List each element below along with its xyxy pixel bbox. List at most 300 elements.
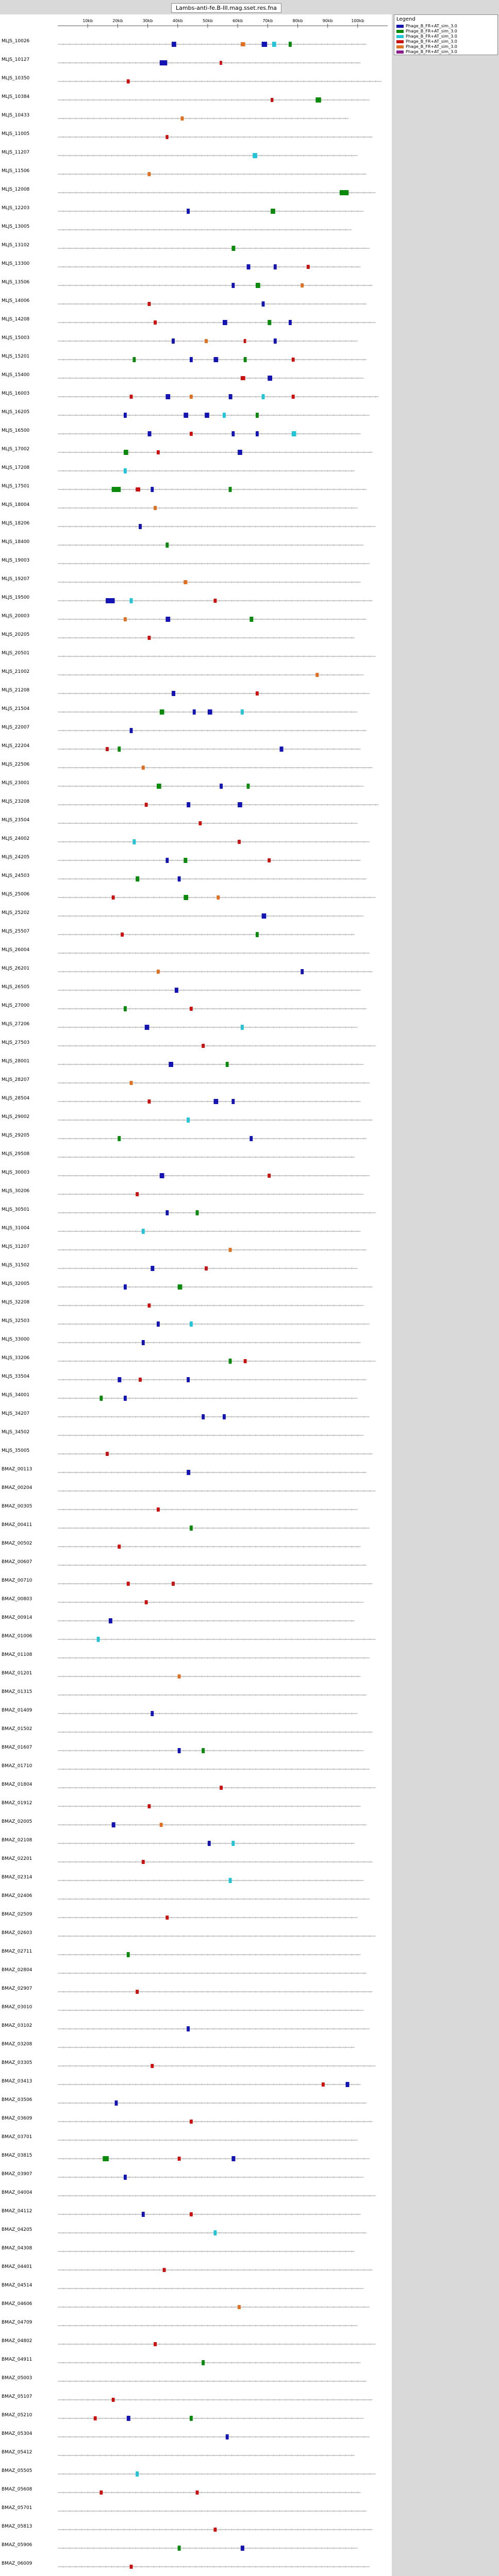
track-name: MLJS_20003 bbox=[2, 614, 30, 619]
gene-feature bbox=[231, 283, 235, 288]
track-name: MLJS_18206 bbox=[2, 521, 30, 526]
track-plot bbox=[0, 165, 392, 183]
track-row bbox=[0, 1185, 392, 1204]
track-name: BMAZ_00411 bbox=[2, 1522, 32, 1528]
x-tick-label: 100kb bbox=[351, 19, 364, 23]
gene-feature bbox=[145, 1025, 149, 1030]
track-plot bbox=[0, 573, 392, 591]
track-name: MLJS_24205 bbox=[2, 855, 30, 860]
gene-feature bbox=[262, 913, 267, 919]
track-plot bbox=[0, 202, 392, 221]
track-name: MLJS_10384 bbox=[2, 94, 30, 99]
gene-feature bbox=[97, 1637, 100, 1642]
track-name: MLJS_24503 bbox=[2, 873, 30, 878]
track-row bbox=[0, 443, 392, 462]
gene-feature bbox=[127, 79, 130, 83]
track-plot bbox=[0, 1445, 392, 1463]
track-name: MLJS_16003 bbox=[2, 391, 30, 396]
track-plot bbox=[0, 313, 392, 332]
track-name: MLJS_16500 bbox=[2, 428, 30, 433]
track-name: MLJS_28504 bbox=[2, 1096, 30, 1101]
track-plot bbox=[0, 109, 392, 128]
track-name: MLJS_15201 bbox=[2, 354, 30, 359]
gene-feature bbox=[112, 487, 121, 492]
track-row bbox=[0, 146, 392, 165]
track-plot bbox=[0, 128, 392, 146]
gene-feature bbox=[112, 895, 115, 900]
track-row bbox=[0, 1204, 392, 1222]
track-name: MLJS_33000 bbox=[2, 1337, 30, 1342]
gene-feature bbox=[109, 1618, 112, 1623]
gene-feature bbox=[244, 357, 247, 362]
track-plot bbox=[0, 1574, 392, 1593]
gene-feature bbox=[274, 338, 277, 344]
track-name: BMAZ_00914 bbox=[2, 1615, 32, 1620]
x-tick-label: 70kb bbox=[262, 19, 273, 23]
gene-feature bbox=[262, 301, 265, 307]
track-plot bbox=[0, 647, 392, 666]
track-name: MLJS_11005 bbox=[2, 131, 30, 137]
gene-feature bbox=[205, 339, 208, 343]
gene-feature bbox=[262, 42, 267, 47]
gene-feature bbox=[202, 1414, 205, 1419]
gene-feature bbox=[253, 153, 257, 158]
track-plot bbox=[0, 1482, 392, 1500]
track-name: MLJS_23001 bbox=[2, 781, 30, 786]
gene-feature bbox=[148, 1303, 151, 1308]
gene-feature bbox=[106, 1452, 109, 1456]
gene-feature bbox=[187, 1377, 190, 1382]
track-name: MLJS_18400 bbox=[2, 539, 30, 545]
track-name: BMAZ_00607 bbox=[2, 1560, 32, 1565]
track-name: MLJS_13506 bbox=[2, 280, 30, 285]
x-tick-label: 20kb bbox=[112, 19, 123, 23]
track-plot bbox=[0, 833, 392, 851]
track-plot bbox=[0, 462, 392, 480]
x-tick-label: 10kb bbox=[82, 19, 93, 23]
track-plot bbox=[0, 332, 392, 350]
track-name: MLJS_22007 bbox=[2, 725, 30, 730]
track-name: MLJS_34001 bbox=[2, 1393, 30, 1398]
gene-feature bbox=[184, 580, 187, 584]
gene-feature bbox=[271, 98, 273, 102]
track-row bbox=[0, 499, 392, 517]
track-plot bbox=[0, 1111, 392, 1129]
gene-feature bbox=[121, 933, 124, 937]
gene-feature bbox=[241, 42, 245, 46]
gene-feature bbox=[223, 1414, 226, 1419]
track-row bbox=[0, 814, 392, 833]
gene-feature bbox=[145, 803, 148, 807]
track-name: BMAZ_01201 bbox=[2, 1671, 32, 1676]
x-tick-label: 40kb bbox=[172, 19, 183, 23]
x-tick-label: 60kb bbox=[232, 19, 243, 23]
gene-feature bbox=[106, 747, 109, 751]
track-name: BMAZ_01006 bbox=[2, 1634, 32, 1639]
gene-feature bbox=[157, 970, 160, 974]
track-plot bbox=[0, 387, 392, 406]
track-row bbox=[0, 1537, 392, 1556]
gene-feature bbox=[165, 543, 169, 548]
track-name: MLJS_28001 bbox=[2, 1059, 30, 1064]
gene-feature bbox=[154, 320, 157, 325]
x-tick-label: 50kb bbox=[202, 19, 213, 23]
x-axis-svg bbox=[0, 14, 392, 35]
track-plot bbox=[0, 758, 392, 777]
gene-feature bbox=[165, 858, 169, 863]
gene-feature bbox=[244, 339, 246, 343]
track-plot bbox=[0, 35, 392, 54]
gene-feature bbox=[229, 1248, 232, 1252]
gene-feature bbox=[172, 691, 175, 696]
track-name: MLJS_17208 bbox=[2, 465, 30, 470]
gene-feature bbox=[148, 302, 151, 306]
gene-feature bbox=[268, 320, 271, 325]
gene-feature bbox=[175, 988, 178, 993]
track-plot bbox=[0, 258, 392, 276]
gene-feature bbox=[315, 97, 321, 103]
track-name: MLJS_27206 bbox=[2, 1022, 30, 1027]
track-row bbox=[0, 1593, 392, 1612]
gene-feature bbox=[157, 450, 160, 454]
track-name: MLJS_30206 bbox=[2, 1189, 30, 1194]
gene-feature bbox=[124, 1284, 127, 1290]
track-name: MLJS_31207 bbox=[2, 1244, 30, 1249]
gene-feature bbox=[184, 858, 187, 863]
gene-feature bbox=[220, 784, 223, 789]
gene-feature bbox=[223, 413, 226, 418]
track-row bbox=[0, 387, 392, 406]
gene-feature bbox=[220, 61, 222, 65]
gene-feature bbox=[241, 376, 245, 380]
track-name: MLJS_11506 bbox=[2, 168, 30, 174]
track-row bbox=[0, 999, 392, 1018]
gene-feature bbox=[181, 116, 184, 121]
track-row bbox=[0, 1630, 392, 1649]
gene-feature bbox=[118, 1545, 121, 1549]
gene-feature bbox=[238, 840, 241, 844]
track-row bbox=[0, 1370, 392, 1389]
track-row bbox=[0, 1667, 392, 1686]
track-plot bbox=[0, 925, 392, 944]
track-name: MLJS_15003 bbox=[2, 335, 30, 341]
track-plot bbox=[0, 851, 392, 870]
track-row bbox=[0, 758, 392, 777]
track-row bbox=[0, 1296, 392, 1315]
track-row bbox=[0, 1018, 392, 1037]
track-row bbox=[0, 425, 392, 443]
track-name: MLJS_19003 bbox=[2, 558, 30, 563]
track-plot bbox=[0, 703, 392, 721]
gene-feature bbox=[165, 394, 170, 399]
track-row bbox=[0, 1333, 392, 1352]
track-name: MLJS_17501 bbox=[2, 484, 30, 489]
track-row bbox=[0, 276, 392, 295]
gene-feature bbox=[118, 1377, 121, 1382]
gene-feature bbox=[292, 358, 295, 362]
gene-feature bbox=[151, 1266, 154, 1271]
track-row bbox=[0, 1222, 392, 1241]
gene-feature bbox=[172, 338, 175, 344]
gene-feature bbox=[148, 431, 152, 436]
gene-feature bbox=[130, 395, 133, 399]
track-plot bbox=[0, 1074, 392, 1092]
track-name: BMAZ_00710 bbox=[2, 1578, 32, 1583]
track-plot bbox=[0, 1667, 392, 1686]
track-plot bbox=[0, 1185, 392, 1204]
track-row bbox=[0, 1649, 392, 1667]
gene-feature bbox=[190, 395, 193, 399]
gene-feature bbox=[154, 506, 157, 510]
gene-feature bbox=[231, 431, 235, 436]
track-name: MLJS_21002 bbox=[2, 669, 30, 674]
gene-feature bbox=[157, 1321, 160, 1327]
track-row bbox=[0, 740, 392, 758]
track-name: MLJS_25507 bbox=[2, 929, 30, 934]
gene-feature bbox=[132, 839, 136, 844]
gene-feature bbox=[187, 1117, 190, 1123]
gene-feature bbox=[124, 450, 128, 455]
track-name: MLJS_23504 bbox=[2, 818, 30, 823]
gene-feature bbox=[205, 413, 209, 418]
track-plot bbox=[0, 907, 392, 925]
track-row bbox=[0, 1111, 392, 1129]
gene-feature bbox=[289, 320, 292, 325]
track-plot bbox=[0, 183, 392, 202]
gene-feature bbox=[148, 1099, 151, 1104]
track-row bbox=[0, 1352, 392, 1370]
gene-feature bbox=[124, 1396, 127, 1401]
gene-feature bbox=[118, 1136, 121, 1141]
track-plot bbox=[0, 666, 392, 684]
track-row bbox=[0, 109, 392, 128]
gene-feature bbox=[247, 264, 251, 269]
track-row bbox=[0, 777, 392, 795]
track-plot bbox=[0, 999, 392, 1018]
track-plot bbox=[0, 369, 392, 387]
track-plot bbox=[0, 1649, 392, 1667]
track-row bbox=[0, 128, 392, 146]
track-plot bbox=[0, 888, 392, 907]
track-name: MLJS_18004 bbox=[2, 502, 30, 507]
track-row bbox=[0, 666, 392, 684]
track-plot bbox=[0, 1537, 392, 1556]
track-row bbox=[0, 369, 392, 387]
track-plot bbox=[0, 777, 392, 795]
track-plot bbox=[0, 1593, 392, 1612]
track-plot bbox=[0, 1500, 392, 1519]
gene-feature bbox=[292, 431, 296, 436]
gene-feature bbox=[214, 599, 217, 603]
track-row bbox=[0, 1166, 392, 1185]
track-row bbox=[0, 629, 392, 647]
gene-feature bbox=[136, 487, 140, 492]
track-row bbox=[0, 1148, 392, 1166]
track-row bbox=[0, 1074, 392, 1092]
track-plot bbox=[0, 981, 392, 999]
gene-feature bbox=[268, 858, 271, 862]
track-row bbox=[0, 1389, 392, 1408]
track-name: MLJS_21504 bbox=[2, 706, 30, 711]
gene-feature bbox=[274, 264, 277, 269]
track-row bbox=[0, 183, 392, 202]
gene-feature bbox=[205, 1266, 208, 1270]
track-name: BMAZ_00803 bbox=[2, 1597, 32, 1602]
track-plot bbox=[0, 480, 392, 499]
track-row bbox=[0, 313, 392, 332]
track-name: MLJS_35005 bbox=[2, 1448, 30, 1453]
gene-feature bbox=[190, 432, 193, 436]
gene-feature bbox=[256, 932, 259, 937]
gene-feature bbox=[142, 1340, 145, 1345]
gene-feature bbox=[127, 1582, 130, 1586]
track-row bbox=[0, 1241, 392, 1259]
gene-feature bbox=[145, 1600, 148, 1604]
track-name: MLJS_22204 bbox=[2, 743, 30, 749]
track-plot bbox=[0, 536, 392, 554]
track-name: MLJS_19207 bbox=[2, 577, 30, 582]
gene-feature bbox=[124, 617, 127, 621]
gene-feature bbox=[130, 598, 133, 603]
track-plot bbox=[0, 1426, 392, 1445]
track-plot bbox=[0, 295, 392, 313]
track-row bbox=[0, 1037, 392, 1055]
track-name: MLJS_33504 bbox=[2, 1374, 30, 1379]
track-plot bbox=[0, 443, 392, 462]
gene-feature bbox=[202, 1044, 205, 1048]
gene-feature bbox=[151, 487, 154, 492]
track-name: MLJS_29002 bbox=[2, 1114, 30, 1120]
gene-feature bbox=[130, 1081, 133, 1085]
track-plot bbox=[0, 1556, 392, 1574]
track-row bbox=[0, 703, 392, 721]
track-name: MLJS_24002 bbox=[2, 836, 30, 841]
gene-feature bbox=[231, 246, 235, 251]
gene-feature bbox=[196, 1210, 199, 1215]
track-row bbox=[0, 1259, 392, 1278]
track-row bbox=[0, 554, 392, 573]
track-plot bbox=[0, 1092, 392, 1111]
gene-feature bbox=[229, 487, 232, 492]
track-plot bbox=[0, 1315, 392, 1333]
track-row bbox=[0, 1612, 392, 1630]
track-row bbox=[0, 350, 392, 369]
track-plot bbox=[0, 1333, 392, 1352]
gene-feature bbox=[190, 357, 193, 362]
track-plot bbox=[0, 425, 392, 443]
gene-feature bbox=[169, 1062, 173, 1067]
track-name: MLJS_10127 bbox=[2, 57, 30, 62]
gene-feature bbox=[190, 1321, 193, 1327]
track-name: BMAZ_00305 bbox=[2, 1504, 32, 1509]
gene-feature bbox=[142, 1229, 145, 1234]
track-plot bbox=[0, 1241, 392, 1259]
gene-feature bbox=[301, 969, 304, 974]
track-plot bbox=[0, 276, 392, 295]
track-name: MLJS_13102 bbox=[2, 243, 30, 248]
track-name: MLJS_20205 bbox=[2, 632, 30, 637]
track-plot bbox=[0, 1389, 392, 1408]
gene-feature bbox=[187, 1470, 190, 1475]
track-row bbox=[0, 517, 392, 536]
gene-feature bbox=[229, 394, 232, 399]
track-name: MLJS_29205 bbox=[2, 1133, 30, 1138]
track-plot bbox=[0, 1296, 392, 1315]
track-row bbox=[0, 647, 392, 666]
gene-feature bbox=[271, 209, 275, 214]
gene-feature bbox=[231, 1099, 235, 1104]
track-plot bbox=[0, 1463, 392, 1482]
track-name: BMAZ_00502 bbox=[2, 1541, 32, 1546]
track-row bbox=[0, 1556, 392, 1574]
gene-feature bbox=[268, 1174, 271, 1178]
track-name: MLJS_12008 bbox=[2, 187, 30, 192]
track-plot bbox=[0, 554, 392, 573]
track-plot bbox=[0, 1612, 392, 1630]
chart-title: Lambs-anti-fe.B-III.mag.sset.res.fna bbox=[171, 3, 281, 13]
gene-feature bbox=[256, 691, 259, 696]
track-row bbox=[0, 72, 392, 91]
track-row bbox=[0, 962, 392, 981]
gene-feature bbox=[268, 376, 272, 381]
track-plot bbox=[0, 1018, 392, 1037]
track-plot bbox=[0, 1129, 392, 1148]
gene-feature bbox=[229, 1359, 232, 1364]
gene-feature bbox=[184, 413, 188, 418]
track-row bbox=[0, 1574, 392, 1593]
track-row bbox=[0, 1092, 392, 1111]
track-row bbox=[0, 1463, 392, 1482]
gene-feature bbox=[157, 784, 161, 789]
track-name: MLJS_12203 bbox=[2, 206, 30, 211]
gene-feature bbox=[208, 709, 212, 715]
track-row bbox=[0, 54, 392, 72]
track-plot bbox=[0, 1204, 392, 1222]
gene-feature bbox=[250, 1136, 253, 1141]
track-name: MLJS_29508 bbox=[2, 1151, 30, 1157]
gene-feature bbox=[190, 1526, 193, 1531]
track-row bbox=[0, 684, 392, 703]
track-plot bbox=[0, 1278, 392, 1296]
track-row bbox=[0, 1426, 392, 1445]
track-name: MLJS_31502 bbox=[2, 1263, 30, 1268]
gene-feature bbox=[256, 283, 260, 288]
gene-feature bbox=[301, 283, 304, 287]
gene-feature bbox=[160, 709, 164, 715]
track-name: MLJS_26004 bbox=[2, 947, 30, 953]
track-plot bbox=[0, 1148, 392, 1166]
gene-feature bbox=[214, 357, 219, 362]
track-row bbox=[0, 202, 392, 221]
x-tick-label: 30kb bbox=[142, 19, 153, 23]
gene-feature bbox=[99, 1396, 103, 1401]
track-name: MLJS_20501 bbox=[2, 651, 30, 656]
track-plot bbox=[0, 517, 392, 536]
gene-feature bbox=[280, 747, 284, 752]
gene-feature bbox=[165, 1210, 169, 1215]
gene-feature bbox=[190, 1007, 193, 1011]
gene-feature bbox=[160, 60, 168, 65]
gene-feature bbox=[124, 413, 127, 418]
gene-feature bbox=[178, 1284, 182, 1290]
track-plot bbox=[0, 499, 392, 517]
track-name: MLJS_22506 bbox=[2, 762, 30, 767]
track-row bbox=[0, 258, 392, 276]
track-row bbox=[0, 925, 392, 944]
gene-feature bbox=[178, 876, 181, 882]
track-name: MLJS_26201 bbox=[2, 966, 30, 971]
gene-feature bbox=[292, 395, 295, 399]
